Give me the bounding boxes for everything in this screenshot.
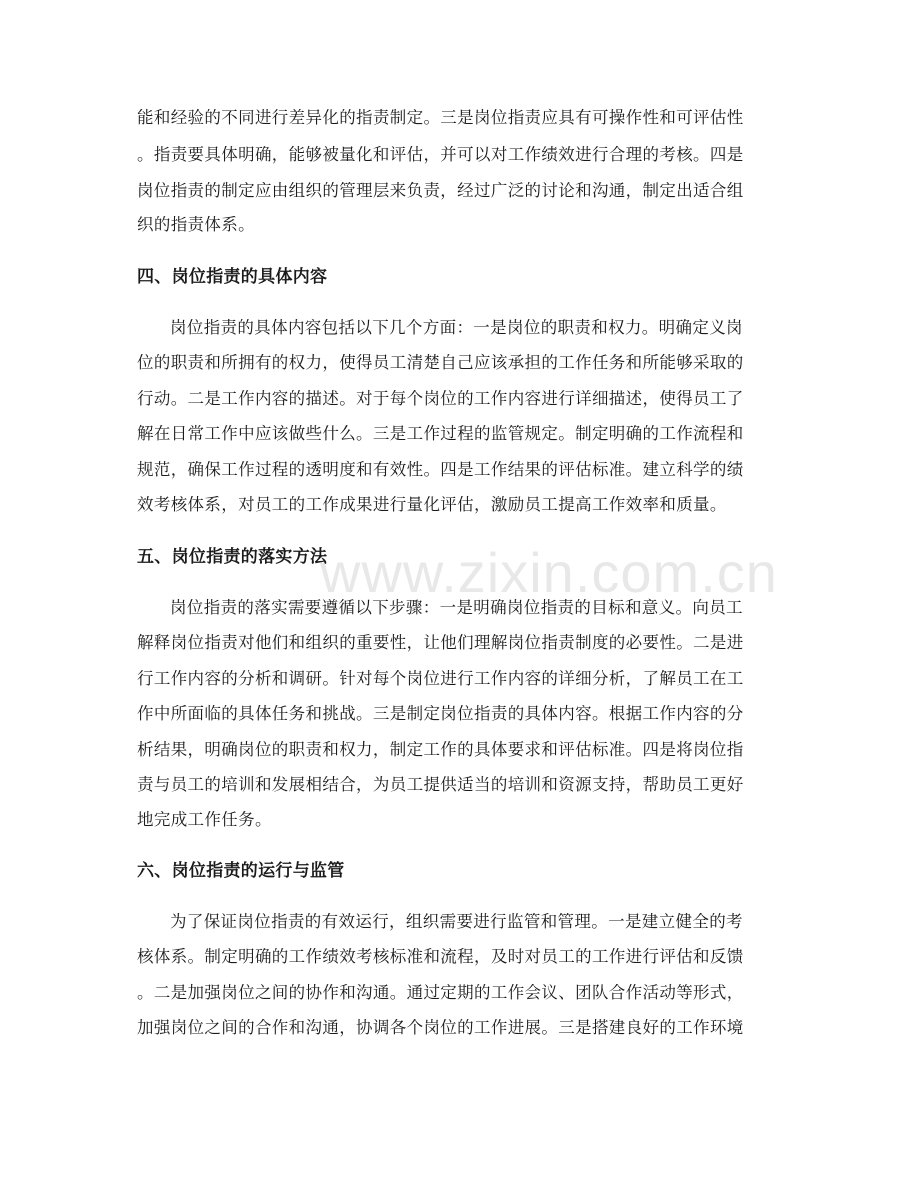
paragraph-line: 加强岗位之间的合作和沟通，协调各个岗位的工作进展。三是搭建良好的工作环境 (137, 1018, 744, 1037)
paragraph-line: 岗位指责的具体内容包括以下几个方面：一是岗位的职责和权力。明确定义岗 (170, 318, 743, 337)
paragraph-line: 责与员工的培训和发展相结合，为员工提供适当的培训和资源支持，帮助员工更好 (137, 775, 744, 794)
paragraph-line: 解释岗位指责对他们和组织的重要性，让他们理解岗位指责制度的必要性。二是进 (137, 633, 744, 652)
paragraph-line: 地完成工作任务。 (137, 810, 272, 829)
paragraph-line: 行工作内容的分析和调研。针对每个岗位进行工作内容的详细分析，了解员工在工 (137, 669, 744, 688)
section-heading-4: 四、岗位指责的具体内容 (137, 267, 328, 287)
paragraph-line: 为了保证岗位指责的有效运行，组织需要进行监管和管理。一是建立健全的考 (170, 912, 743, 931)
paragraph-line: 析结果，明确岗位的职责和权力，制定工作的具体要求和评估标准。四是将岗位指 (137, 740, 744, 759)
paragraph-line: 核体系。制定明确的工作绩效考核标准和流程，及时对员工的工作进行评估和反馈 (137, 947, 744, 966)
paragraph-line: 行动。二是工作内容的描述。对于每个岗位的工作内容进行详细描述，使得员工了 (137, 389, 744, 408)
paragraph-line: 。指责要具体明确，能够被量化和评估，并可以对工作绩效进行合理的考核。四是 (137, 145, 744, 164)
paragraph-line: 规范，确保工作过程的透明度和有效性。四是工作结果的评估标准。建立科学的绩 (137, 460, 744, 479)
paragraph-line: 能和经验的不同进行差异化的指责制定。三是岗位指责应具有可操作性和可评估性 (137, 108, 744, 127)
paragraph-line: 作中所面临的具体任务和挑战。三是制定岗位指责的具体内容。根据工作内容的分 (137, 704, 744, 723)
paragraph-line: 织的指责体系。 (137, 215, 255, 234)
paragraph-line: 岗位指责的落实需要遵循以下步骤：一是明确岗位指责的目标和意义。向员工 (170, 598, 743, 617)
paragraph-line: 解在日常工作中应该做些什么。三是工作过程的监管规定。制定明确的工作流程和 (137, 424, 744, 443)
paragraph-line: 效考核体系，对员工的工作成果进行量化评估，激励员工提高工作效率和质量。 (137, 495, 727, 514)
section-heading-5: 五、岗位指责的落实方法 (137, 547, 328, 567)
paragraph-line: 。二是加强岗位之间的协作和沟通。通过定期的工作会议、团队合作活动等形式， (137, 983, 744, 1002)
paragraph-line: 岗位指责的制定应由组织的管理层来负责，经过广泛的讨论和沟通，制定出适合组 (137, 181, 744, 200)
watermark: www.zixin.com.cn (320, 541, 778, 604)
section-heading-6: 六、岗位指责的运行与监管 (137, 861, 345, 881)
paragraph-line: 位的职责和所拥有的权力，使得员工清楚自己应该承担的工作任务和所能够采取的 (137, 353, 744, 372)
